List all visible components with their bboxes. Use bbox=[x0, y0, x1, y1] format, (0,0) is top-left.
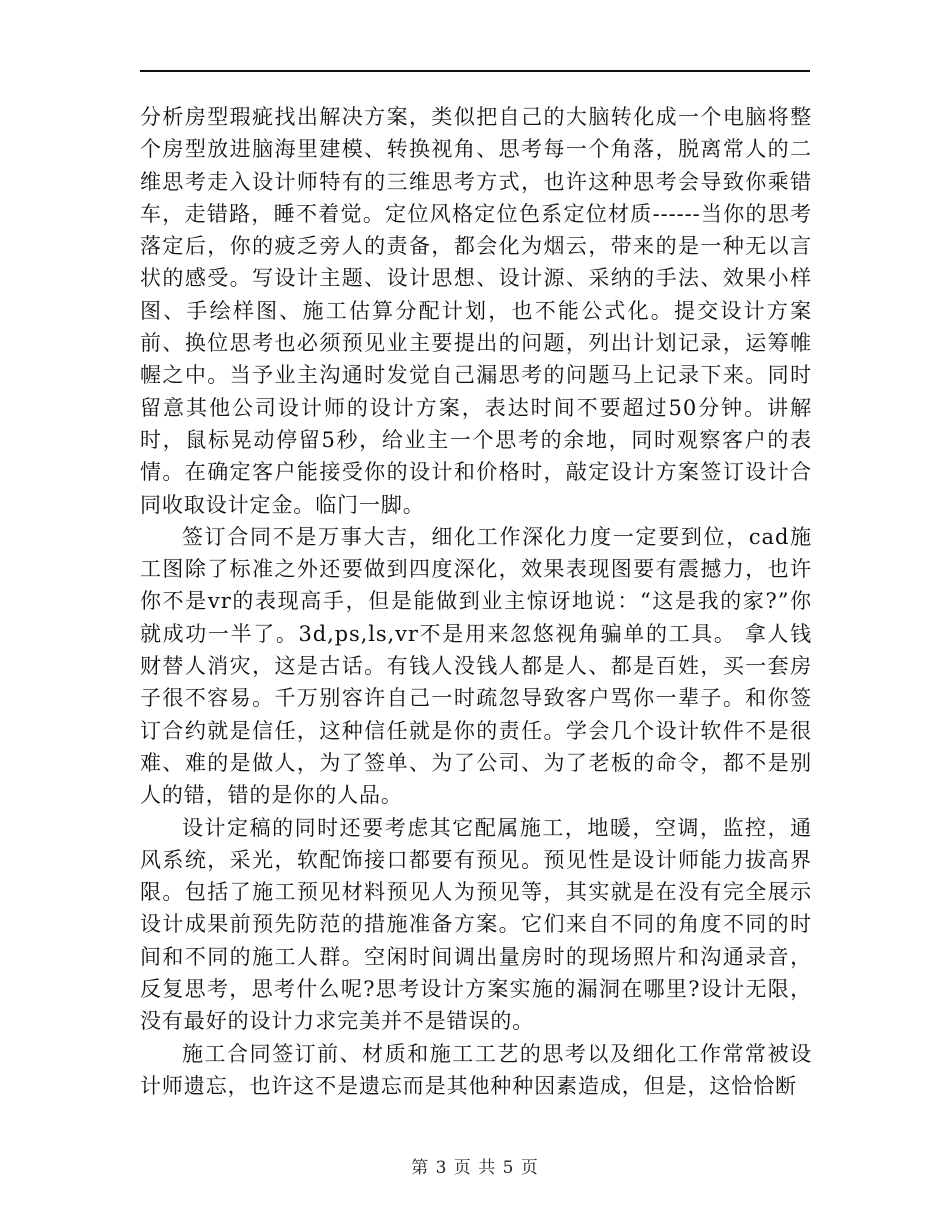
body-text bbox=[140, 101, 812, 1102]
header-rule bbox=[140, 70, 810, 72]
page-number-footer: 第 3 页 共 5 页 bbox=[411, 1158, 539, 1178]
paragraph-1: 分析房型瑕疵找出解决方案，类似把自己的大脑转化成一个电脑将整个房型放进脑海里建模、转换视角、思考每一个角落，脱离常人的二维思考走入设计师特有的三维思考方式，也许这种思考会导致你乘错车，走错路，睡不着觉。定位风格定位色系定位材质------当你的思考落定后，你的疲乏旁人的责备，都会化为烟云，带来的是一种无以言状的感受。写设计主题、设计思想、设计源、采纳的手法、效果小样图、手绘样图、施工估算分配计划，也不能公式化。提交设计方案前、换位思考也必须预见业主要提出的问题，列出计划记录，运筹帷幄之中。当予业主沟通时发觉自己漏思考的问题马上记录下来。同时留意其他公司设计师的设计方案，表达时间不要超过50分钟。讲解时，鼠标晃动停留5秒，给业主一个思考的余地，同时观察客户的表情。在确定客户能接受你的设计和价格时，敲定设计方案签订设计合同收取设计定金。临门一脚。 bbox=[140, 105, 812, 517]
paragraph-2: 签订合同不是万事大吉，细化工作深化力度一定要到位，cad施工图除了标准之外还要做到四度深化，效果表现图要有震撼力，也许你不是vr的表现高手，但是能做到业主惊讶地说：“这是我的家?”你就成功一半了。3d,ps,ls,vr不是用来忽悠视角骗单的工具。 拿人钱财替人消灾，这是古话。有钱人没钱人都是人、都是百姓，买一套房子很不容易。千万别容许自己一时疏忽导致客户骂你一辈子。和你签订合约就是信任，这种信任就是你的责任。学会几个设计软件不是很难、难的是做人，为了签单、为了公司、为了老板的命令，都不是别人的错，错的是你的人品。 bbox=[140, 524, 812, 808]
paragraph-3: 设计定稿的同时还要考虑其它配属施工，地暖，空调，监控，通风系统，采光，软配饰接口都要有预见。预见性是设计师能力拔高界限。包括了施工预见材料预见人为预见等，其实就是在没有完全展示设计成果前预先防范的措施准备方案。它们来自不同的角度不同的时间和不同的施工人群。空闲时间调出量房时的现场照片和沟通录音，反复思考，思考什么呢?思考设计方案实施的漏洞在哪里?设计无限，没有最好的设计力求完美并不是错误的。 bbox=[140, 815, 812, 1034]
paragraph-4: 施工合同签订前、材质和施工工艺的思考以及细化工作常常被设计师遗忘，也许这不是遗忘而是其他种种因素造成，但是，这恰恰断 bbox=[140, 1041, 812, 1098]
